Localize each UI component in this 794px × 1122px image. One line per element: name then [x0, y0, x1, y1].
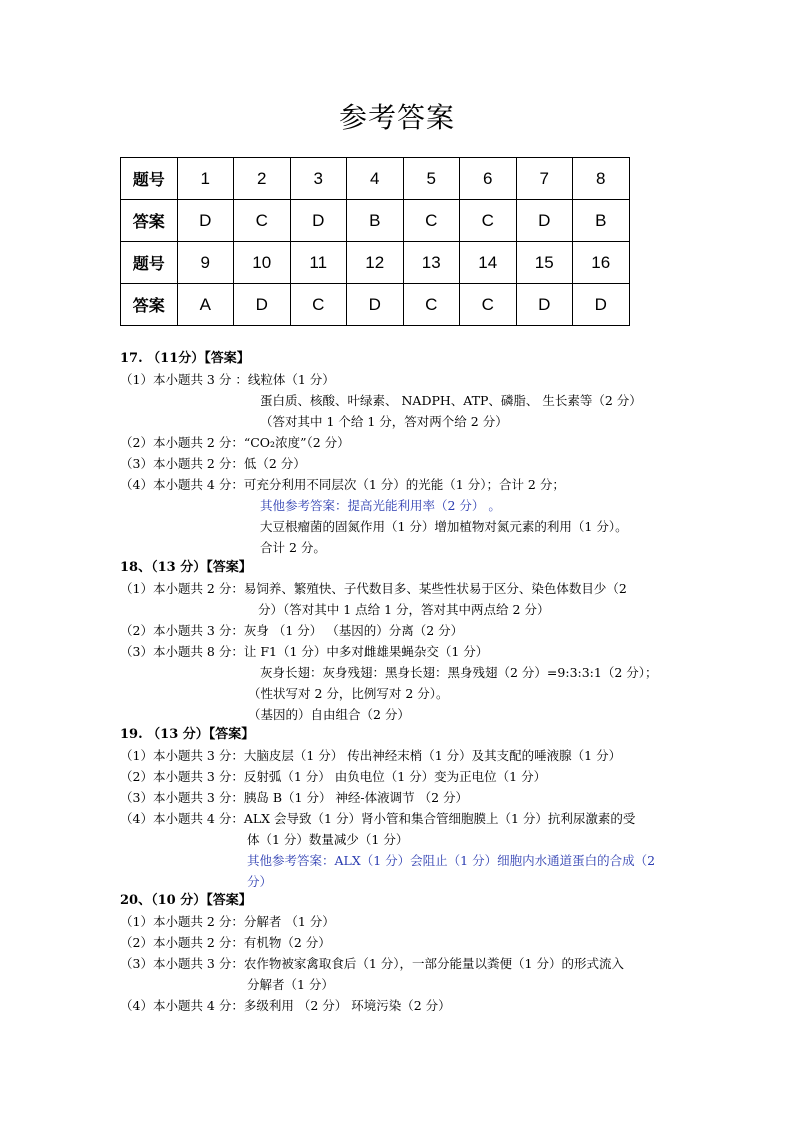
- q19-line-1: （1）本小题共 3 分：大脑皮层（1 分） 传出神经末梢（1 分）及其支配的唾液腺（1 分）: [120, 748, 622, 763]
- q18-line-4: （3）本小题共 8 分：让 F1（1 分）中多对雌雄果蝇杂交（1 分）: [120, 644, 489, 659]
- table-cell: 9: [177, 242, 234, 284]
- table-cell: 15: [516, 242, 573, 284]
- table-cell: C: [403, 200, 460, 242]
- table-cell: B: [347, 200, 404, 242]
- table-cell: 16: [573, 242, 630, 284]
- q20-line-2: （2）本小题共 2 分：有机物（2 分）: [120, 935, 331, 950]
- table-cell: C: [290, 284, 347, 326]
- q18-line-3: （2）本小题共 3 分：灰身 （1 分） （基因的）分离（2 分）: [120, 623, 464, 638]
- q20-line-4: 分解者（1 分）: [247, 977, 334, 992]
- q17-header: 17. （11分）【答案】: [120, 351, 250, 366]
- table-cell: D: [290, 200, 347, 242]
- table-cell: 11: [290, 242, 347, 284]
- q20-line-1: （1）本小题共 2 分：分解者 （1 分）: [120, 914, 335, 929]
- table-cell: 5: [403, 158, 460, 200]
- q19-alt-answer-cont: 分）: [247, 874, 273, 889]
- q20-line-5: （4）本小题共 4 分：多级利用 （2 分） 环境污染（2 分）: [120, 998, 451, 1013]
- row-header: 题号: [121, 242, 178, 284]
- q19-line-4: （4）本小题共 4 分：ALX 会导致（1 分）肾小管和集合管细胞膜上（1 分）抗利尿激素的受: [120, 811, 636, 826]
- q18-line-5: 灰身长翅：灰身残翅：黑身长翅：黑身残翅（2 分）=9:3:3:1（2 分）；: [260, 665, 658, 680]
- table-row: [121, 200, 630, 242]
- row-header: 答案: [121, 284, 178, 326]
- table-cell: 13: [403, 242, 460, 284]
- table-cell: A: [177, 284, 234, 326]
- q18-line-2: 分）（答对其中 1 点给 1 分，答对其中两点给 2 分）: [258, 602, 550, 617]
- q17-line-1: （1）本小题共 3 分 ：线粒体（1 分）: [120, 372, 335, 387]
- q17-line-2: 蛋白质、核酸、叶绿素、 NADPH、ATP、磷脂、 生长素等（2 分）: [260, 393, 642, 408]
- q19-alt-answer: 其他参考答案：ALX（1 分）会阻止（1 分）细胞内水通道蛋白的合成（2: [247, 853, 656, 868]
- table-cell: 6: [460, 158, 517, 200]
- table-row: [121, 158, 630, 200]
- table-cell: 3: [290, 158, 347, 200]
- table-cell: C: [460, 284, 517, 326]
- q20-line-3: （3）本小题共 3 分：农作物被家禽取食后（1 分），一部分能量以粪便（1 分）的形式流入: [120, 956, 624, 971]
- table-row: [121, 242, 630, 284]
- q18-line-1: （1）本小题共 2 分：易饲养、繁殖快、子代数目多、某些性状易于区分、染色体数目少（2: [120, 581, 627, 596]
- q18-header: 18、（13 分）【答案】: [120, 560, 252, 575]
- table-cell: C: [403, 284, 460, 326]
- table-cell: C: [460, 200, 517, 242]
- q17-alt-answer: 其他参考答案：提高光能利用率（2 分） 。: [260, 498, 501, 513]
- q17-line-4: （2）本小题共 2 分：“CO₂浓度”（2 分）: [120, 435, 350, 450]
- q17-line-6: （4）本小题共 4 分：可充分利用不同层次（1 分）的光能（1 分）；合计 2 分；: [120, 477, 565, 492]
- table-cell: 4: [347, 158, 404, 200]
- answer-table: [120, 157, 630, 326]
- table-cell: D: [177, 200, 234, 242]
- q18-line-6: （性状写对 2 分，比例写对 2 分）。: [248, 686, 449, 701]
- q17-line-9: 合计 2 分。: [260, 540, 326, 555]
- q19-line-2: （2）本小题共 3 分：反射弧（1 分） 由负电位（1 分）变为正电位（1 分）: [120, 769, 547, 784]
- row-header: 答案: [121, 200, 178, 242]
- row-header: 题号: [121, 158, 178, 200]
- table-cell: 8: [573, 158, 630, 200]
- table-cell: B: [573, 200, 630, 242]
- q18-line-7: （基因的）自由组合（2 分）: [248, 707, 410, 722]
- table-cell: D: [516, 284, 573, 326]
- table-cell: 10: [234, 242, 291, 284]
- table-row: [121, 284, 630, 326]
- q19-header: 19. （13 分）【答案】: [120, 727, 255, 742]
- q19-line-5: 体（1 分）数量减少（1 分）: [247, 832, 409, 847]
- table-cell: C: [234, 200, 291, 242]
- q17-line-3: （答对其中 1 个给 1 分，答对两个给 2 分）: [260, 414, 508, 429]
- table-cell: 1: [177, 158, 234, 200]
- table-cell: D: [234, 284, 291, 326]
- table-cell: D: [573, 284, 630, 326]
- table-cell: 2: [234, 158, 291, 200]
- table-cell: 12: [347, 242, 404, 284]
- table-cell: D: [347, 284, 404, 326]
- q17-line-8: 大豆根瘤菌的固氮作用（1 分）增加植物对氮元素的利用（1 分）。: [260, 519, 628, 534]
- table-cell: 14: [460, 242, 517, 284]
- q19-line-3: （3）本小题共 3 分：胰岛 B（1 分） 神经-体液调节 （2 分）: [120, 790, 469, 805]
- page-title: 参考答案: [338, 101, 455, 134]
- q20-header: 20、（10 分）【答案】: [120, 893, 252, 908]
- table-cell: D: [516, 200, 573, 242]
- table-cell: 7: [516, 158, 573, 200]
- q17-line-5: （3）本小题共 2 分：低（2 分）: [120, 456, 306, 471]
